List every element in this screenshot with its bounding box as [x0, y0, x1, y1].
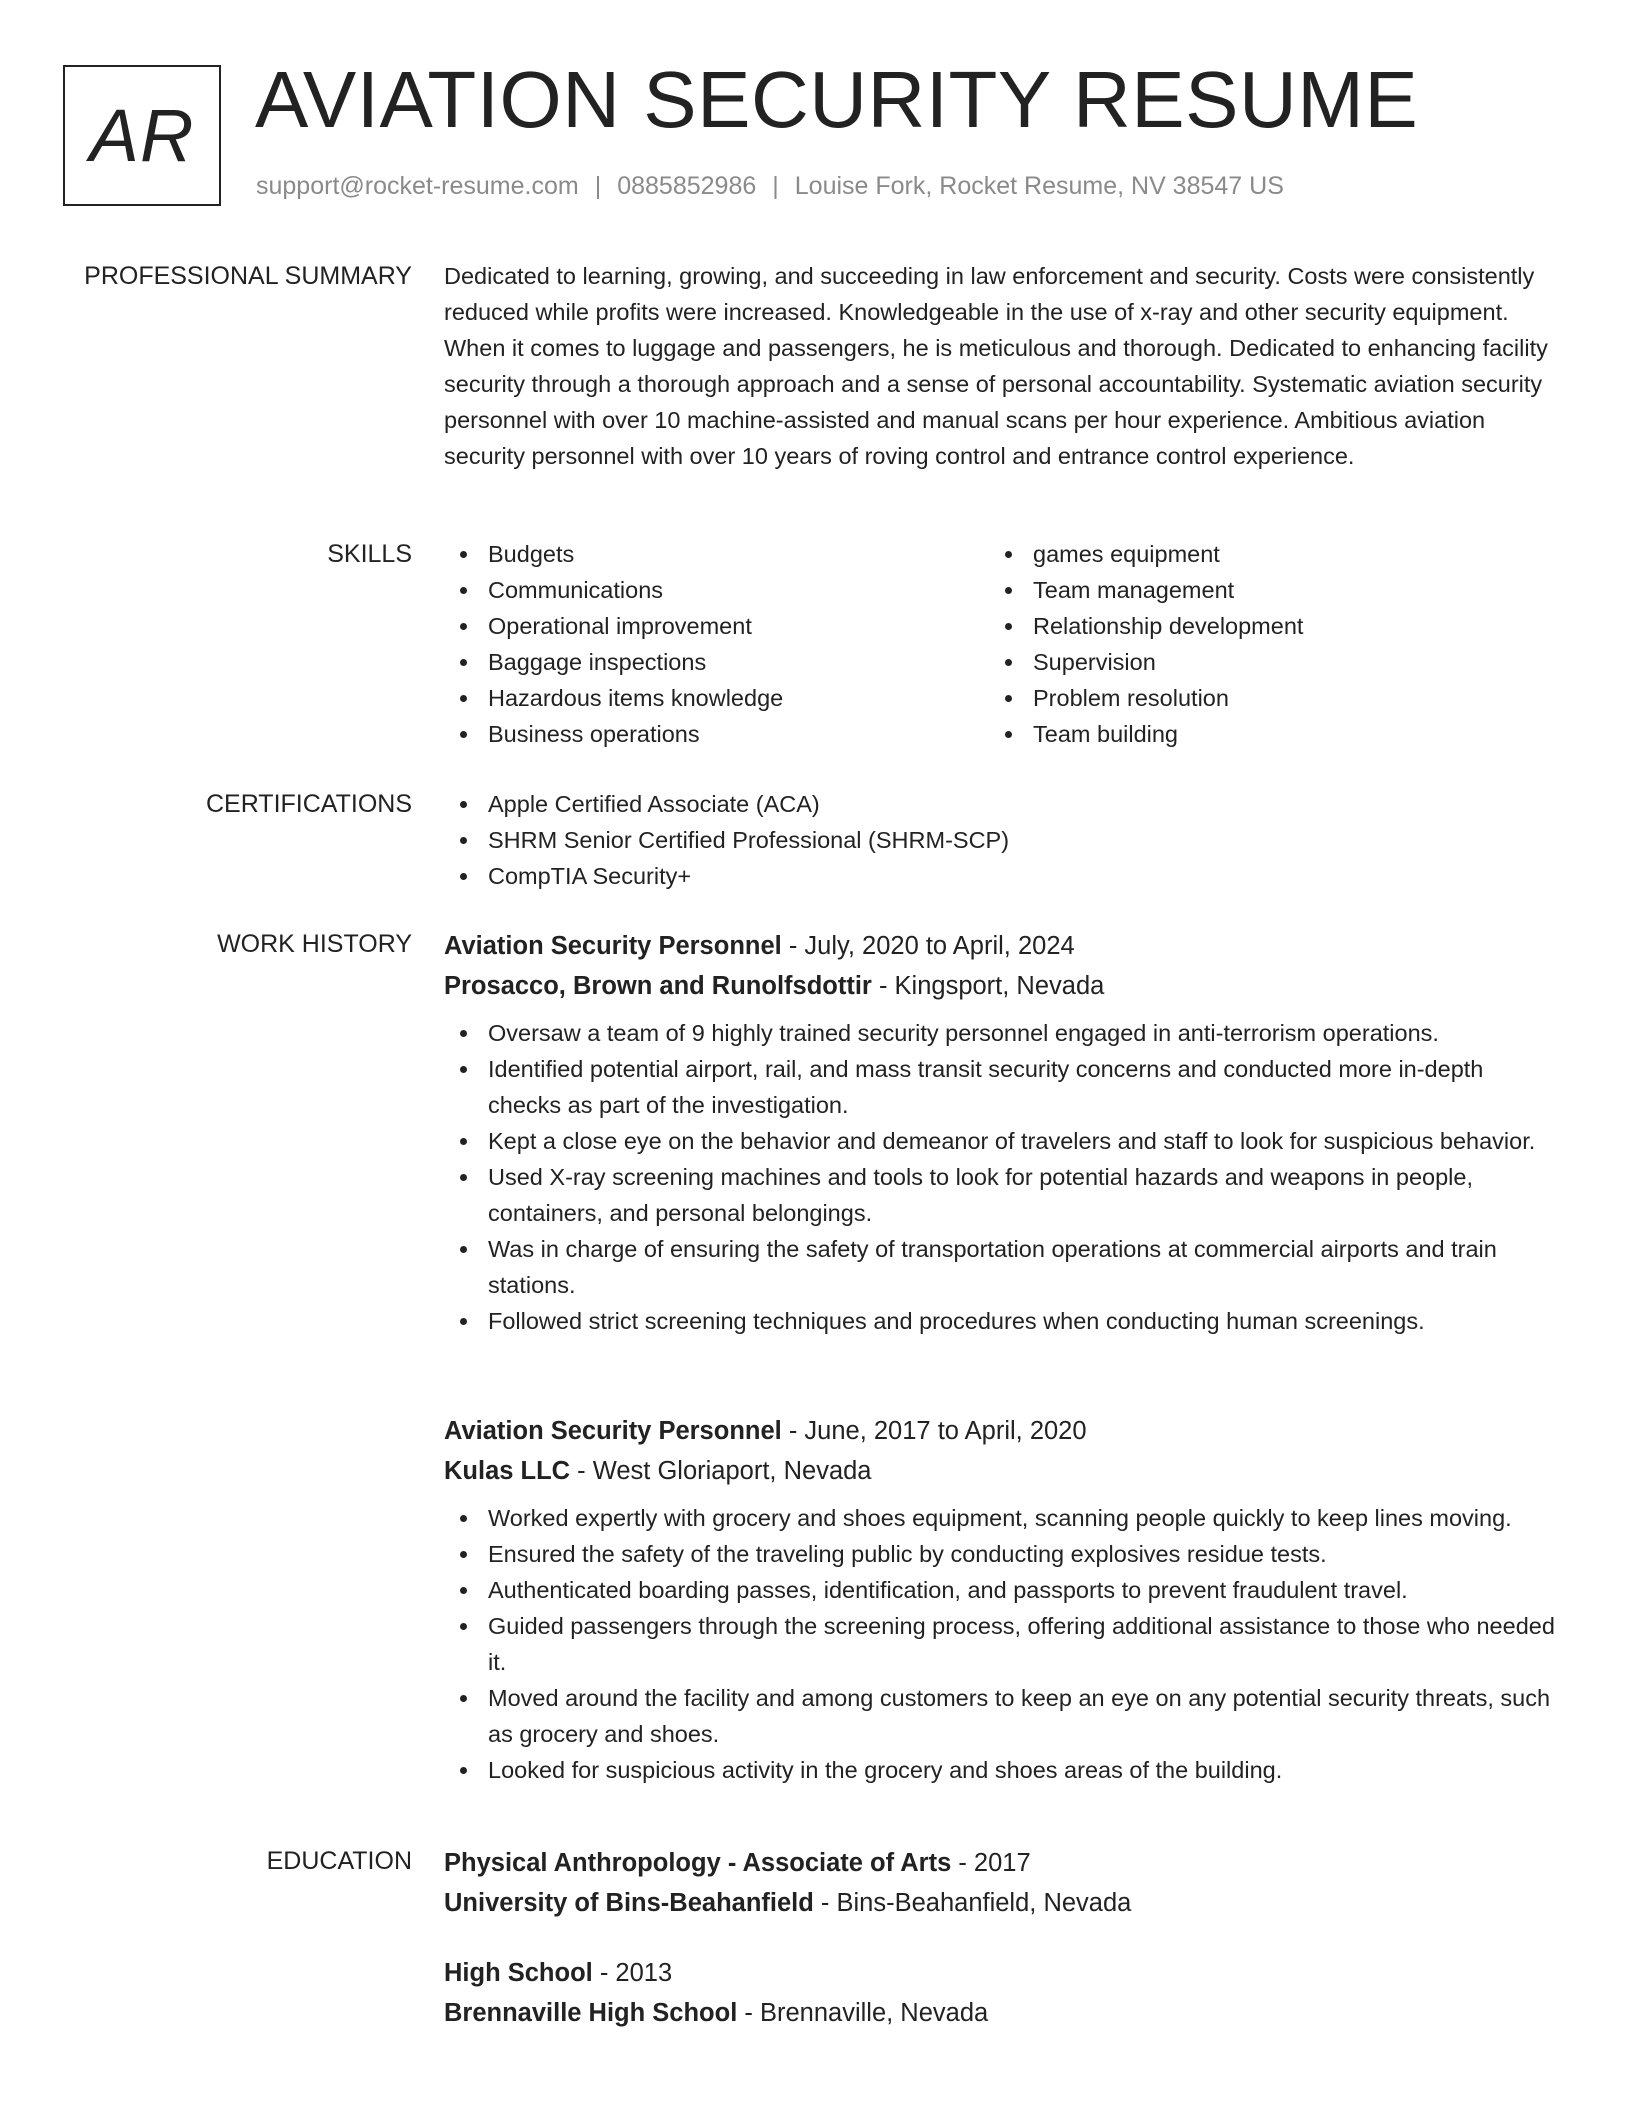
certification-item: SHRM Senior Certified Professional (SHRM-SCP) [444, 822, 1556, 858]
skills-section [0, 536, 1632, 786]
skills-content [444, 536, 1556, 786]
contact-email[interactable]: support@rocket-resume.com [256, 172, 579, 200]
monogram-logo: AR [63, 65, 221, 206]
skill-item: Problem resolution [989, 680, 1534, 716]
job-company: Prosacco, Brown and Runolfsdottir [444, 972, 872, 1000]
summary-text: Dedicated to learning, growing, and succeeding in law enforcement and security. Costs were consistently reduced while profits were increased. Knowledgeable in the use of x-ray and other security equipment. When it comes to luggage and passengers, he is meticulous and thorough. Dedicated to enhancing facility security through a thorough approach and a sense of personal accountability. Systematic aviation security personnel with over 10 machine-assisted and manual scans per hour experience. Ambitious aviation security personnel with over 10 years of roving control and entrance control experience. [444, 263, 1548, 469]
job-duty-item: Used X-ray screening machines and tools to look for potential hazards and weapons in people, containers, and personal belongings. [444, 1159, 1556, 1231]
job-company-line [444, 966, 1556, 1006]
job-duty-item: Guided passengers through the screening process, offering additional assistance to those who needed it. [444, 1608, 1556, 1680]
education-year: - 2017 [951, 1849, 1031, 1877]
contact-phone[interactable]: 0885852986 [617, 172, 757, 200]
job-duties-list [444, 1015, 1556, 1339]
summary-content [444, 258, 1556, 536]
job-title: Aviation Security Personnel [444, 1417, 782, 1445]
job-title: Aviation Security Personnel [444, 932, 782, 960]
job-duty-item: Worked expertly with grocery and shoes equipment, scanning people quickly to keep lines moving. [444, 1500, 1556, 1536]
work-history-content [444, 926, 1556, 1843]
job-duty-item: Was in charge of ensuring the safety of transportation operations at commercial airports and train stations. [444, 1231, 1556, 1303]
education-heading: EDUCATION [266, 1847, 412, 1875]
education-year: - 2013 [592, 1959, 673, 1987]
job-duties-list [444, 1500, 1556, 1788]
skills-list-right [989, 536, 1534, 786]
contact-separator: | [772, 172, 779, 200]
certifications-list [444, 786, 1556, 894]
contact-line [256, 172, 1284, 201]
certification-item: CompTIA Security+ [444, 858, 1556, 894]
job-duty-item: Moved around the facility and among customers to keep an eye on any potential security threats, such as grocery and shoes. [444, 1680, 1556, 1752]
education-school: University of Bins-Beahanfield [444, 1889, 814, 1917]
summary-section [0, 258, 1632, 536]
education-school-line [444, 1883, 1556, 1923]
job-title-line [444, 926, 1556, 966]
summary-heading: PROFESSIONAL SUMMARY [84, 262, 412, 290]
education-content [444, 1843, 1556, 2033]
education-degree: High School [444, 1959, 593, 1987]
skill-item: Operational improvement [444, 608, 989, 644]
contact-separator: | [594, 172, 602, 200]
education-degree: Physical Anthropology - Associate of Arts [444, 1849, 952, 1877]
education-entry [444, 1843, 1556, 1953]
certifications-content [444, 786, 1556, 926]
skill-item: Hazardous items knowledge [444, 680, 989, 716]
resume-body [0, 258, 1632, 2033]
job-duty-item: Followed strict screening techniques and procedures when conducting human screenings. [444, 1303, 1556, 1339]
education-degree-line [444, 1953, 1556, 1993]
skill-item: Team building [989, 716, 1534, 752]
education-location: - Brennaville, Nevada [737, 1999, 989, 2027]
job-location: - West Gloriaport, Nevada [570, 1457, 872, 1485]
education-location: - Bins-Beahanfield, Nevada [813, 1889, 1132, 1917]
contact-address: Louise Fork, Rocket Resume, NV 38547 US [794, 172, 1284, 200]
job-duty-item: Kept a close eye on the behavior and demeanor of travelers and staff to look for suspicious behavior. [444, 1123, 1556, 1159]
education-section [0, 1843, 1632, 2033]
job-company-line [444, 1451, 1556, 1491]
skill-item: Baggage inspections [444, 644, 989, 680]
certifications-section [0, 786, 1632, 926]
work-history-heading: WORK HISTORY [217, 930, 412, 958]
skill-item: games equipment [989, 536, 1534, 572]
skill-item: Team management [989, 572, 1534, 608]
job-entry [444, 1411, 1556, 1788]
certifications-heading: CERTIFICATIONS [205, 790, 412, 818]
skill-item: Relationship development [989, 608, 1534, 644]
skill-item: Supervision [989, 644, 1534, 680]
job-title-line [444, 1411, 1556, 1451]
work-history-section [0, 926, 1632, 1843]
job-dates: - July, 2020 to April, 2024 [781, 932, 1075, 960]
education-degree-line [444, 1843, 1556, 1883]
skill-item: Communications [444, 572, 989, 608]
job-duty-item: Looked for suspicious activity in the grocery and shoes areas of the building. [444, 1752, 1556, 1788]
job-company: Kulas LLC [444, 1457, 571, 1485]
job-duty-item: Ensured the safety of the traveling public by conducting explosives residue tests. [444, 1536, 1556, 1572]
job-duty-item: Oversaw a team of 9 highly trained security personnel engaged in anti-terrorism operations. [444, 1015, 1556, 1051]
certification-item: Apple Certified Associate (ACA) [444, 786, 1556, 822]
education-school-line [444, 1993, 1556, 2033]
skills-list-left [444, 536, 989, 786]
skill-item: Business operations [444, 716, 989, 752]
job-duty-item: Identified potential airport, rail, and mass transit security concerns and conducted more in-depth checks as part of the investigation. [444, 1051, 1556, 1123]
resume-title: AVIATION SECURITY RESUME [255, 55, 1419, 144]
job-entry [444, 926, 1556, 1411]
job-location: - Kingsport, Nevada [871, 972, 1105, 1000]
job-duty-item: Authenticated boarding passes, identification, and passports to prevent fraudulent travel. [444, 1572, 1556, 1608]
education-school: Brennaville High School [444, 1999, 738, 2027]
education-entry [444, 1953, 1556, 2033]
job-dates: - June, 2017 to April, 2020 [781, 1417, 1087, 1445]
skill-item: Budgets [444, 536, 989, 572]
skills-heading: SKILLS [327, 540, 412, 568]
